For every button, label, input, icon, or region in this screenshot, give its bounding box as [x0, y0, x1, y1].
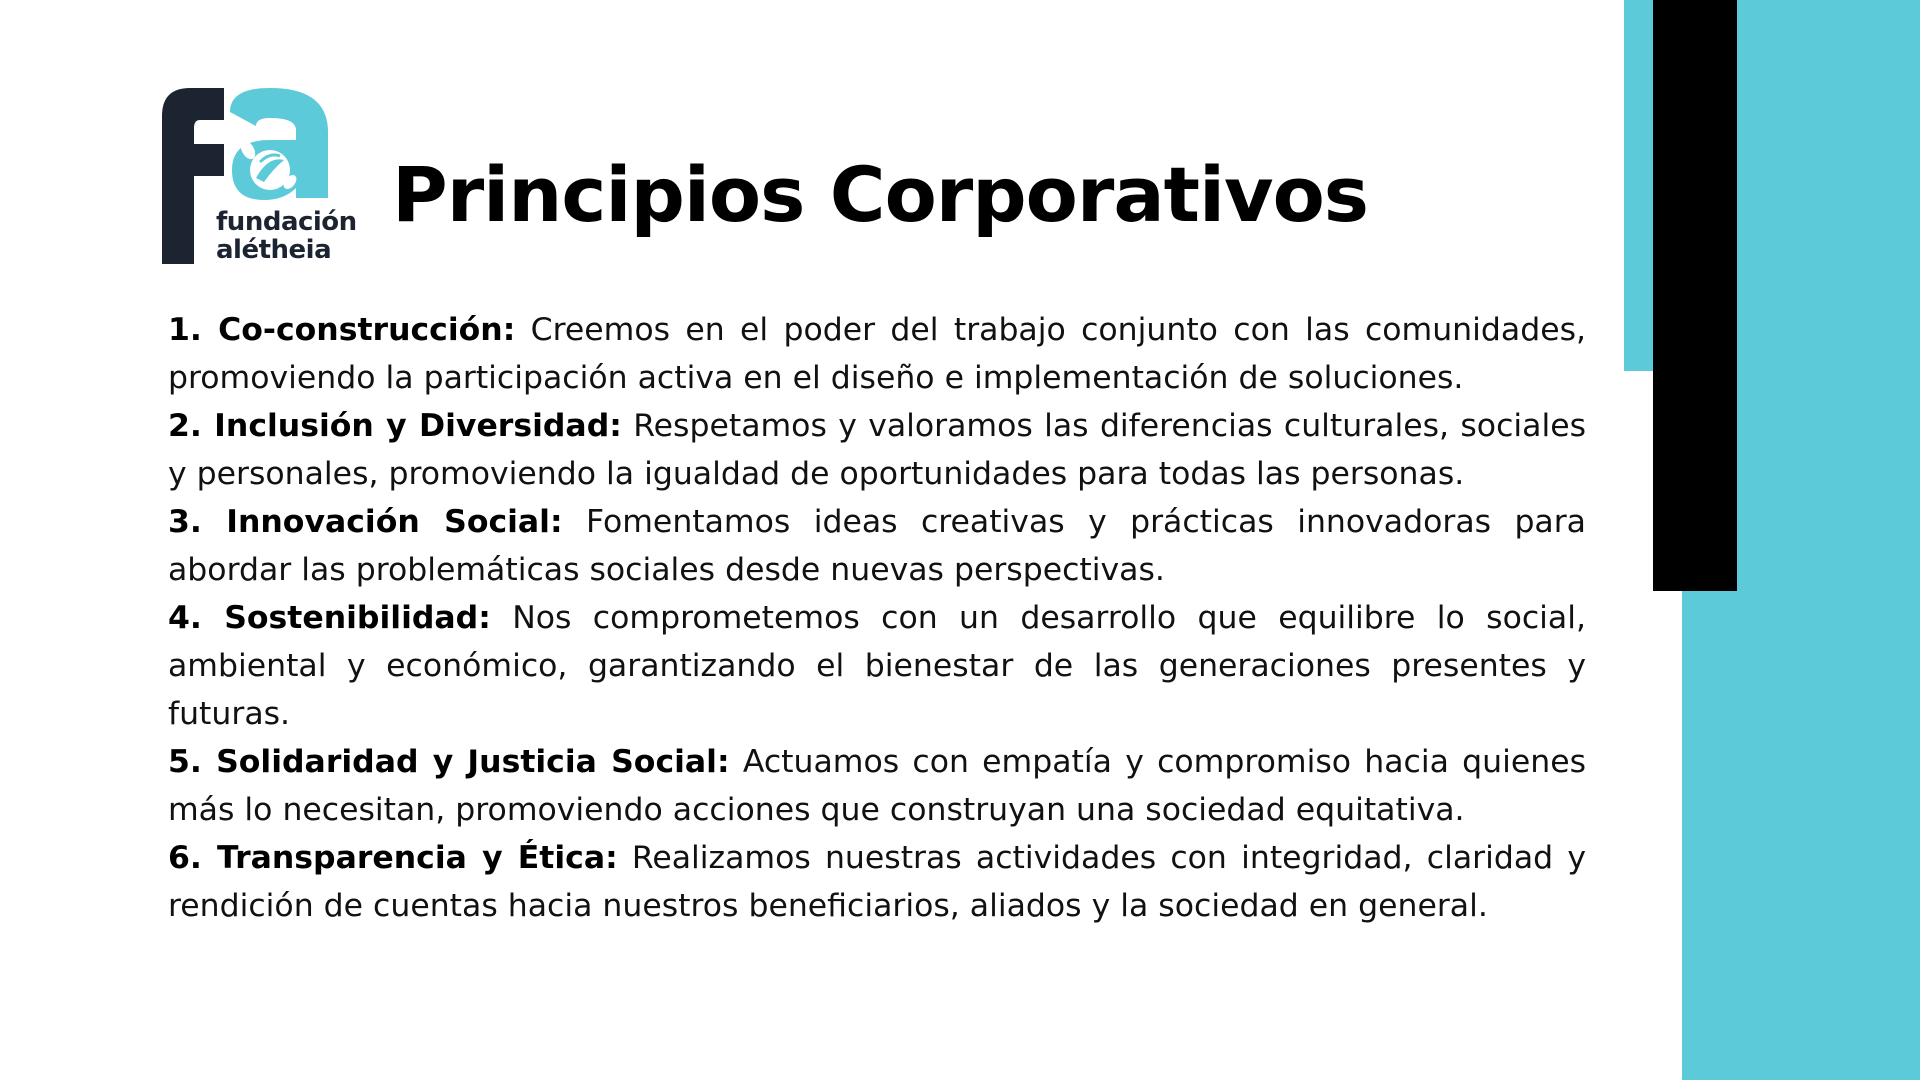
principle-text: Fomentamos ideas creativas y prácticas innovadoras para abordar las problemáticas sociales desde nuevas perspectivas. — [168, 504, 1586, 588]
decorative-cyan-strip-bottom — [1682, 591, 1737, 1080]
principle-item-4 — [168, 594, 1586, 738]
principle-title: 4. Sostenibilidad: — [168, 600, 491, 636]
principle-title: 1. Co-construcción: — [168, 312, 516, 348]
principle-text: Respetamos y valoramos las diferencias culturales, sociales y personales, promoviendo la igualdad de oportunidades para todas las personas. — [168, 408, 1586, 492]
principle-item-2 — [168, 402, 1586, 498]
logo-text-line1: fundación — [216, 207, 357, 237]
decorative-cyan-band — [1737, 0, 1920, 1080]
principle-item-5 — [168, 738, 1586, 834]
fundacion-aletheia-logo — [160, 86, 360, 268]
logo-text-line2: alétheia — [216, 235, 332, 265]
principle-item-1 — [168, 306, 1586, 402]
principle-text: Actuamos con empatía y compromiso hacia quienes más lo necesitan, promoviendo acciones que construyan una sociedad equitativa. — [168, 744, 1586, 828]
principles-list — [168, 306, 1586, 930]
principle-title: 6. Transparencia y Ética: — [168, 840, 618, 876]
principle-item-3 — [168, 498, 1586, 594]
principle-title: 3. Innovación Social: — [168, 504, 563, 540]
decorative-black-strip-notch — [1682, 0, 1737, 371]
principle-item-6 — [168, 834, 1586, 930]
principle-text: Realizamos nuestras actividades con integridad, claridad y rendición de cuentas hacia nuestros beneficiarios, aliados y la sociedad en general. — [168, 840, 1586, 924]
principle-text: Creemos en el poder del trabajo conjunto con las comunidades, promoviendo la participación activa en el diseño e implementación de soluciones. — [168, 312, 1586, 396]
principle-text: Nos comprometemos con un desarrollo que equilibre lo social, ambiental y económico, garantizando el bienestar de las generaciones presentes y futuras. — [168, 600, 1586, 732]
principle-title: 5. Solidaridad y Justicia Social: — [168, 744, 730, 780]
principle-title: 2. Inclusión y Diversidad: — [168, 408, 622, 444]
page-title: Principios Corporativos — [392, 150, 1369, 239]
logo-wordmark — [216, 208, 357, 264]
